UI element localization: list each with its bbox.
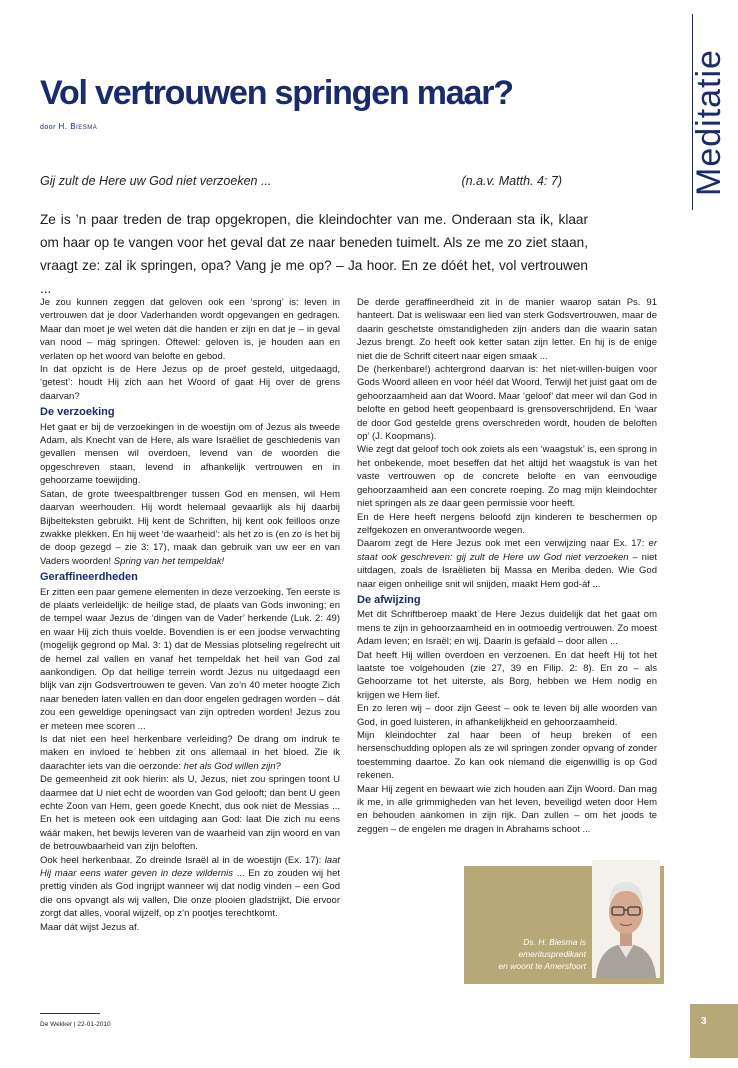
paragraph: Maar Hij zegent en bewaart wie zich houden aan Zijn Woord. Dan mag ik me, in alle grimmigheden van het leven, beveiligd weten door Hem en behouden aankomen in zijn rijk. Dan zullen – om het joods te zeggen – de engelen me dragen in Abrahams schoot ... xyxy=(357,783,657,835)
paragraph: Maar dát wijst Jezus af. xyxy=(40,921,140,933)
subheading-geraffineerdheden: Geraffineerdheden xyxy=(40,571,138,584)
paragraph: Mijn kleindochter zal haar been of heup breken of een hersenschudding oplopen als ze wil springen zonder opvang of zonder toestemming daartoe. Zo kan ook niemand die eigenwillig is op God rekenen. xyxy=(357,730,657,782)
right-column xyxy=(357,296,657,836)
paragraph: Dat heeft Hij willen overdoen en verzoenen. En dat heeft Hij tot het laatste toe volgehouden (zie 27, 39 en Filip. 2: 8). En zo – als Gehoorzame tot het uiterste, als Borg, hebben we Hem nodig en krijgen we Hem lief. xyxy=(357,649,657,701)
paragraph: Wie zegt dat geloof toch ook zoiets als een ‘waagstuk’ is, een sprong in het onbekende, moet beseffen dat het altijd het waagstuk is van het vaste vertrouwen op de concrete belofte en van eenvoudige gehoorzaamheid aan een concrete roeping. Zo mag mijn kleindochter niet springen als ze daar geen permissie voor heeft. xyxy=(357,444,657,510)
section-label: Meditatie xyxy=(690,49,728,196)
scripture-verse xyxy=(40,174,562,188)
text-run: Daarom zegt de Here Jezus ook met een verwijzing naar Ex. 17: xyxy=(357,538,645,550)
paragraph: En zo leren wij – door zijn Geest – ook te leven bij alle woorden van God, in goed luisteren, in afhankelijkheid en gehoorzaamheid. xyxy=(357,703,657,728)
paragraph: De gemeenheid zit ook hierin: als U, Jezus, niet zou springen toont U daarmee dat U niet echt de woorden van God gelooft; dan bent U geen echte Zoon van Hem, geen goede Knecht, dus ook niet de Messias ... En het is meteen ook een uitdaging aan God: laat Die zich nu eens wáár maken, het bewijs leveren van de waarheid van zijn woord en van de betrouwbaarheid van zijn beloften. xyxy=(40,774,340,853)
intro-paragraph: Ze is ’n paar treden de trap opgekropen, die kleindochter van me. Onderaan sta ik, klaar om haar op te vangen voor het geval dat ze naar beneden tuimelt. Als ze me zo ziet staan, vraagt ze: zal ik springen, opa? Vang je me op? – Ja hoor. En ze dóét het, vol vertrouwen ... xyxy=(40,212,588,296)
caption-line: Ds. H. Biesma is xyxy=(523,937,586,947)
caption-line: en woont te Amersfoort xyxy=(498,961,586,971)
verse-text: Gij zult de Here uw God niet verzoeken ... xyxy=(40,174,272,188)
subheading-afwijzing: De afwijzing xyxy=(357,593,421,606)
footer-divider xyxy=(40,1013,100,1014)
page-number-box xyxy=(690,1004,738,1058)
paragraph: De derde geraffineerdheid zit in de manier waarop satan Ps. 91 hanteert. Dat is weliswaar een lied van sterk Godsvertrouwen, maar de daarin geschetste omstandigheden zijn anders dan die waarin satan Jezus brengt. Zo heeft ook ketter satan zijn letter. En hij is de enige niet die de Schrift citeert naar eigen smaak ... xyxy=(357,297,657,362)
emphasis: het als God willen zijn? xyxy=(183,760,281,772)
paragraph xyxy=(40,488,340,568)
paragraph: De (herkenbare!) achtergrond daarvan is: het niet-willen-buigen voor Gods Woord alleen en voor héél dat Woord. Terwijl het juist gaat om de gehoorzaamheid aan dat Woord. Maar ‘geloof’ dat meer wil dan God in belofte en gebod heeft geopenbaard is grensoverschrijdend. En ‘waar de door God gestelde grens overschreden wordt, houden de beloften op’ (J. Koopmans). xyxy=(357,364,657,443)
left-column xyxy=(40,296,340,934)
footer-publication: De Wekker | 22-01-2010 xyxy=(40,1021,111,1028)
paragraph xyxy=(40,854,340,921)
caption-line: emerituspredikant xyxy=(518,949,586,959)
emphasis: Spring van het tempeldak! xyxy=(113,555,225,567)
paragraph: Er zitten een paar gemene elementen in deze verzoeking. Ten eerste is de plaats verleidelijk: de heilige stad, de plaats van Gods inwoning; en de tempel waar Jezus de ‘dingen van de Vader’ herkende (Luk. 2: 49) en waar Hij zich thuis voelde. Bovendien is er een joodse verwachting (mogelijk gegrond op Mal. 3: 1) dat de Messias plotseling regelrecht uit de hemel zal vallen en vanaf het tempeldak het heil van God zal aankondigen. Op dat heilige terrein wordt Jezus nu uitgedaagd een blijk van zijn Godsvertrouwen te geven. Van zo’n 40 meter hoogte Zich naar beneden laten vallen en dan door engelen gedragen worden – dát zou een geweldige openingsact van zijn optreden worden! Jezus zou er meteen mee scoren ... xyxy=(40,586,340,732)
verse-reference: (n.a.v. Matth. 4: 7) xyxy=(461,174,562,188)
paragraph: Je zou kunnen zeggen dat geloven ook een ‘sprong’ is: leven in vertrouwen dat je door Vaderhanden wordt opgevangen en gedragen. Maar dan moet je wel weten dát die handen er zijn en dat je – in geval van nood – mág springen. Oftewel: geloven is, je houden aan en verlaten op het woord van belofte en gebod. xyxy=(40,297,340,362)
text-run: – niet uitdagen, zoals de Israëlieten bij Massa en Meriba deden. Wie God naar eigen onheilige snit wil snijden, maakt Hem god-áf ... xyxy=(357,551,657,590)
paragraph: En de Here heeft nergens beloofd zijn kinderen te beschermen op zelfgekozen en onverantwoorde wegen. xyxy=(357,511,657,536)
text-run: Ook heel herkenbaar. Zo dreinde Israël al in de woestijn (Ex. 17): xyxy=(40,854,322,866)
paragraph xyxy=(40,733,340,773)
paragraph xyxy=(357,537,657,591)
author-photo xyxy=(592,860,660,978)
emphasis: laat Hij maar eens water geven in deze wildernis xyxy=(40,854,341,880)
article-title: Vol vertrouwen springen maar? xyxy=(40,74,513,112)
byline xyxy=(40,122,97,131)
photo-caption xyxy=(471,936,586,972)
emphasis: er staat ook geschreven: gij zult de Here uw God niet verzoeken xyxy=(357,538,657,563)
byline-prefix: door xyxy=(40,124,57,131)
text-run: Is dat niet een heel herkenbare verleiding? De drang om indruk te maken en invloed te hebben zit ons allemaal in het bloed. Zie ik daarachter iets van die oerzonde: xyxy=(40,734,340,772)
author-photo-box xyxy=(464,866,664,984)
subheading-verzoeking: De verzoeking xyxy=(40,406,115,419)
paragraph: Het gaat er bij de verzoekingen in de woestijn om of Jezus als tweede Adam, als Knecht van de Here, als ware Israëliet de geschiedenis van gevallen mensen wil overdoen, levend van de woorden die opgeschreven staan, levend in afhankelijk vertrouwen en in gehoorzame toewijding. xyxy=(40,421,340,487)
page-number: 3 xyxy=(701,1016,707,1027)
paragraph: Met dit Schriftberoep maakt de Here Jezus duidelijk dat het gaat om mens te zijn in gehoorzaamheid en in ootmoedig vertrouwen. Zo moest Adam leven; en Israël; en wij. Daarin is gefaald – door allen ... xyxy=(357,609,657,648)
text-run: Satan, de grote tweespaltbrenger tussen God en mensen, wil Hem daarvan weerhouden. Hij wordt helemaal gevaarlijk als hij daarbij Bijbelteksten gebruikt. Hij kent de Schriften, hij kent ook feilloos onze zwakke plekken. En hij weet ‘de waarheid’: als het zo is (en zo ís het bij de doop gezegd – zie 3: 17), maak dan gebruik van uw eer en van Vaders woorden! xyxy=(40,488,340,567)
portrait-illustration xyxy=(592,860,660,978)
byline-author: H. Biesma xyxy=(58,122,98,131)
paragraph: In dat opzicht is de Here Jezus op de proef gesteld, uitgedaagd, ‘getest’: houdt Hij zich aan het Woord of gaat Hij over de grens daarvan? xyxy=(40,364,340,402)
text-run: ... En zo zouden wij het prettig vinden als God ingrijpt wanneer wij dat nodig vinden – een God die ons opvangt als wij vallen, Die onze plooien gladstrijkt, Die ervoor zorgt dat alles, vooral wijzelf, op z’n pootjes terechtkomt. xyxy=(40,868,341,920)
